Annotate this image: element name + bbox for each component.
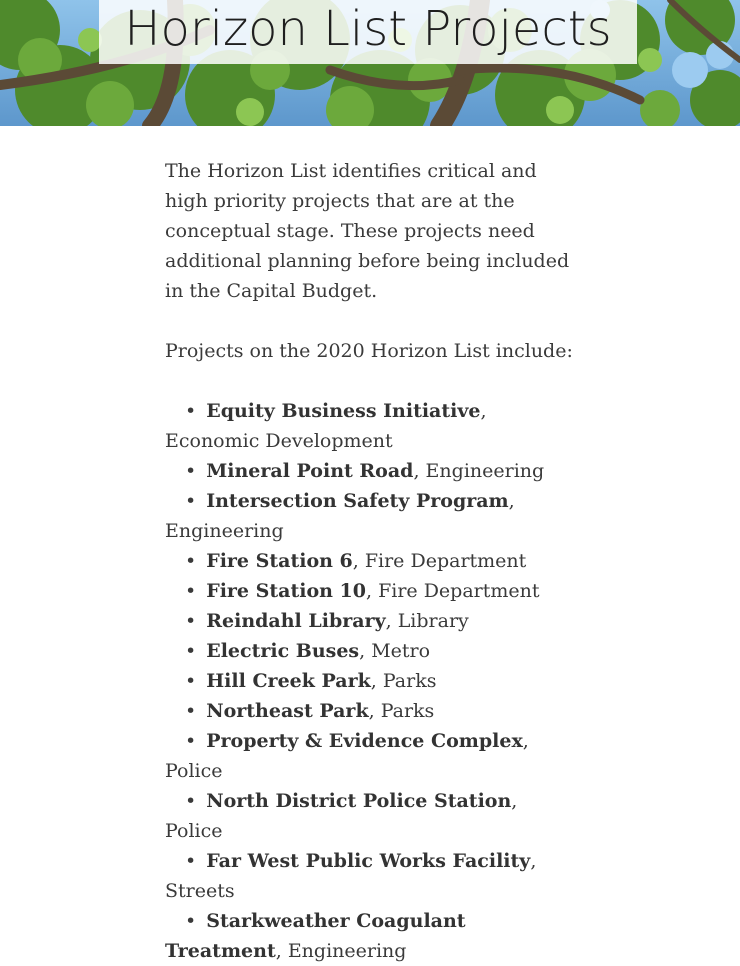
page-title: Horizon List Projects (124, 1, 612, 57)
project-name: Starkweather Coagulant Treatment (165, 910, 466, 962)
intro-paragraph: The Horizon List identifies critical and high priority projects that are at the conceptual stage. These projects need additional planning before being included in the Capital Budget. (165, 160, 570, 302)
project-department: , Fire Department (352, 550, 527, 572)
list-item (165, 666, 575, 696)
project-department: , Engineering (413, 460, 545, 482)
bullet-icon: • (185, 910, 197, 932)
bullet-icon: • (185, 580, 197, 602)
project-name: Hill Creek Park (206, 670, 371, 692)
bullet-icon: • (185, 790, 197, 812)
main-content (165, 156, 575, 966)
list-item (165, 726, 575, 786)
list-item (165, 456, 575, 486)
list-item (165, 396, 575, 456)
project-department: , Library (385, 610, 469, 632)
bullet-icon: • (185, 640, 197, 662)
list-item (165, 636, 575, 666)
title-box (99, 0, 637, 64)
list-item (165, 786, 575, 846)
list-item (165, 846, 575, 906)
project-department: , Police (165, 790, 518, 842)
project-department: , Fire Department (365, 580, 540, 602)
bullet-icon: • (185, 460, 197, 482)
project-name: Mineral Point Road (206, 460, 414, 482)
list-item (165, 906, 575, 966)
project-department: , Parks (370, 670, 437, 692)
list-item (165, 546, 575, 576)
list-item (165, 486, 575, 546)
project-department: , Police (165, 730, 529, 782)
project-name: Equity Business Initiative (206, 400, 481, 422)
project-name: North District Police Station (206, 790, 512, 812)
project-name: Northeast Park (206, 700, 369, 722)
project-department: , Economic Development (165, 400, 487, 452)
project-department: , Metro (359, 640, 431, 662)
bullet-icon: • (185, 610, 197, 632)
project-name: Intersection Safety Program (206, 490, 509, 512)
project-name: Electric Buses (206, 640, 360, 662)
project-name: Far West Public Works Facility (206, 850, 531, 872)
bullet-icon: • (185, 490, 197, 512)
bullet-icon: • (185, 550, 197, 572)
project-name: Property & Evidence Complex (206, 730, 523, 752)
bullet-icon: • (185, 670, 197, 692)
bullet-icon: • (185, 700, 197, 722)
list-heading: Projects on the 2020 Horizon List include: (165, 340, 573, 362)
project-department: , Parks (368, 700, 435, 722)
bullet-icon: • (185, 730, 197, 752)
header-banner (0, 0, 740, 126)
project-list (165, 396, 575, 966)
list-item (165, 606, 575, 636)
bullet-icon: • (185, 400, 197, 422)
project-name: Reindahl Library (206, 610, 386, 632)
project-name: Fire Station 6 (206, 550, 353, 572)
project-department: , Engineering (165, 490, 515, 542)
list-item (165, 696, 575, 726)
bullet-icon: • (185, 850, 197, 872)
list-item (165, 576, 575, 606)
project-department: , Engineering (275, 940, 407, 962)
project-name: Fire Station 10 (206, 580, 366, 602)
project-department: , Streets (165, 850, 537, 902)
